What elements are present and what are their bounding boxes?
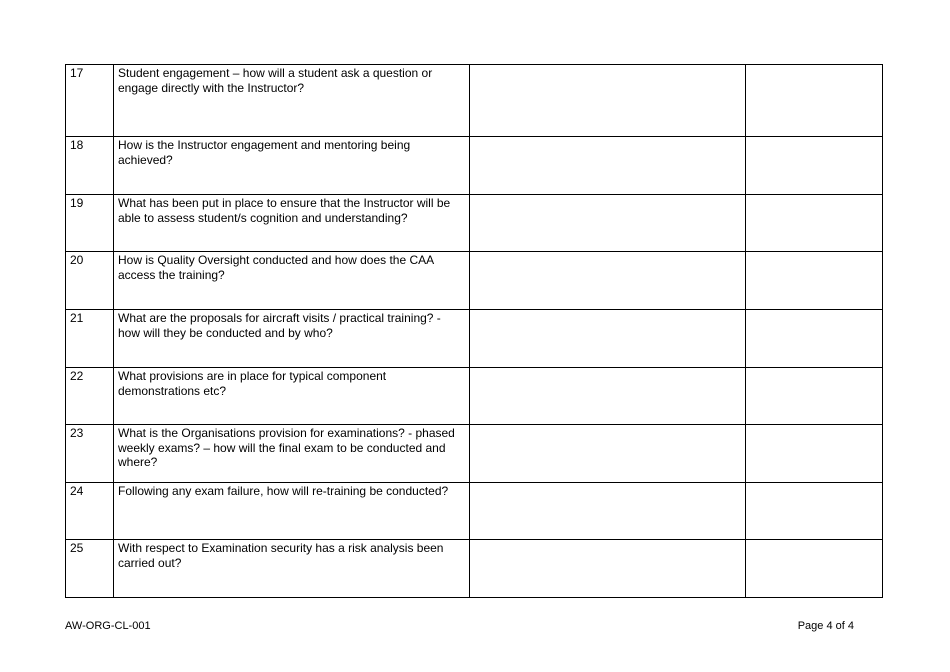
reference-text xyxy=(746,137,882,138)
row-number-cell xyxy=(66,195,114,252)
response-text xyxy=(470,540,745,541)
reference-text xyxy=(746,65,882,66)
row-number-cell xyxy=(66,137,114,195)
row-number: 21 xyxy=(70,311,84,325)
row-number: 22 xyxy=(70,369,84,383)
reference-cell[interactable] xyxy=(746,540,883,598)
row-number-cell xyxy=(66,540,114,598)
table-row xyxy=(66,195,883,252)
response-cell[interactable] xyxy=(470,137,746,195)
response-text xyxy=(470,368,745,369)
reference-cell[interactable] xyxy=(746,483,883,540)
reference-text xyxy=(746,368,882,369)
reference-cell[interactable] xyxy=(746,310,883,368)
question-text: Student engagement – how will a student ask a question or engage directly with the Instructor? xyxy=(118,66,433,95)
response-text xyxy=(470,252,745,253)
reference-text xyxy=(746,252,882,253)
reference-text xyxy=(746,195,882,196)
response-cell[interactable] xyxy=(470,65,746,137)
reference-cell[interactable] xyxy=(746,195,883,252)
question-cell xyxy=(114,137,470,195)
question-text: What provisions are in place for typical component demonstrations etc? xyxy=(118,369,387,398)
table-row xyxy=(66,310,883,368)
reference-cell[interactable] xyxy=(746,137,883,195)
question-text: What is the Organisations provision for examinations? - phased weekly exams? – how will the final exam to be conducted and where? xyxy=(118,426,455,469)
response-cell[interactable] xyxy=(470,252,746,310)
response-text xyxy=(470,310,745,311)
table-row xyxy=(66,483,883,540)
question-cell xyxy=(114,483,470,540)
table-row xyxy=(66,65,883,137)
question-cell xyxy=(114,368,470,425)
row-number: 24 xyxy=(70,484,84,498)
row-number-cell xyxy=(66,65,114,137)
row-number-cell xyxy=(66,368,114,425)
question-text: How is Quality Oversight conducted and how does the CAA access the training? xyxy=(118,253,434,282)
document-id: AW-ORG-CL-001 xyxy=(65,620,151,632)
row-number: 19 xyxy=(70,196,84,210)
reference-cell[interactable] xyxy=(746,252,883,310)
response-text xyxy=(470,425,745,426)
row-number: 25 xyxy=(70,541,84,555)
reference-cell[interactable] xyxy=(746,65,883,137)
row-number-cell xyxy=(66,483,114,540)
reference-text xyxy=(746,540,882,541)
question-text: With respect to Examination security has a risk analysis been carried out? xyxy=(118,541,444,570)
reference-text xyxy=(746,425,882,426)
question-cell xyxy=(114,540,470,598)
row-number-cell xyxy=(66,310,114,368)
question-cell xyxy=(114,195,470,252)
question-cell xyxy=(114,310,470,368)
question-cell xyxy=(114,65,470,137)
table-row xyxy=(66,252,883,310)
table-row xyxy=(66,368,883,425)
question-cell xyxy=(114,252,470,310)
row-number: 17 xyxy=(70,66,84,80)
response-cell[interactable] xyxy=(470,483,746,540)
question-cell xyxy=(114,425,470,483)
row-number-cell xyxy=(66,252,114,310)
table-row xyxy=(66,540,883,598)
question-text: What are the proposals for aircraft visits / practical training? - how will they be conducted and by who? xyxy=(118,311,441,340)
response-cell[interactable] xyxy=(470,540,746,598)
question-text: How is the Instructor engagement and mentoring being achieved? xyxy=(118,138,411,167)
response-cell[interactable] xyxy=(470,425,746,483)
response-cell[interactable] xyxy=(470,368,746,425)
row-number-cell xyxy=(66,425,114,483)
question-text: What has been put in place to ensure that the Instructor will be able to assess student/s cognition and understanding? xyxy=(118,196,451,225)
reference-text xyxy=(746,483,882,484)
checklist-table xyxy=(65,64,883,598)
row-number: 18 xyxy=(70,138,84,152)
response-cell[interactable] xyxy=(470,195,746,252)
table-row xyxy=(66,425,883,483)
page-number: Page 4 of 4 xyxy=(797,620,854,632)
reference-cell[interactable] xyxy=(746,425,883,483)
row-number: 23 xyxy=(70,426,84,440)
response-text xyxy=(470,137,745,138)
table-row xyxy=(66,137,883,195)
reference-cell[interactable] xyxy=(746,368,883,425)
response-cell[interactable] xyxy=(470,310,746,368)
response-text xyxy=(470,65,745,66)
question-text: Following any exam failure, how will re-training be conducted? xyxy=(118,484,449,498)
response-text xyxy=(470,195,745,196)
row-number: 20 xyxy=(70,253,84,267)
reference-text xyxy=(746,310,882,311)
response-text xyxy=(470,483,745,484)
